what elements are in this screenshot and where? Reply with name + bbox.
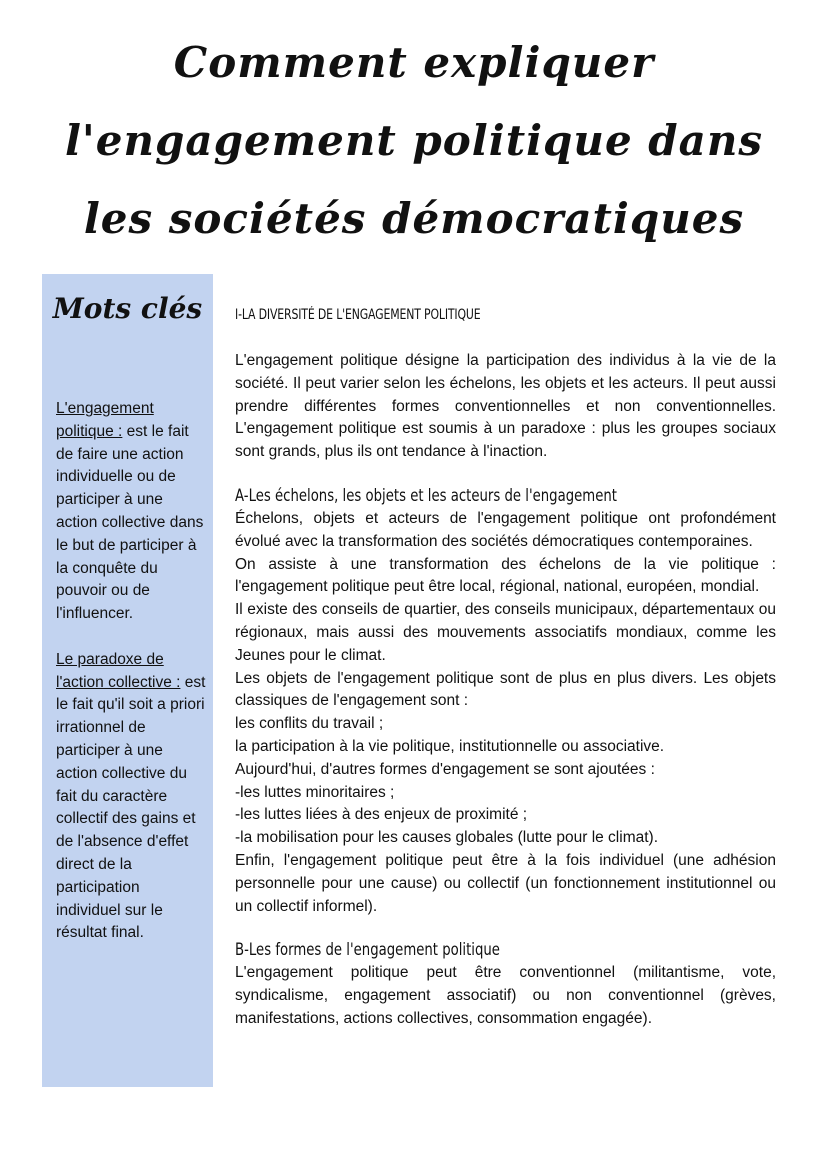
list-item: -les luttes minoritaires ; <box>235 783 395 801</box>
subsection-b-heading: B-Les formes de l'engagement politique <box>235 940 500 961</box>
definition-text: est le fait de faire une action individuelle ou de participer à une action collective dans le but de participer à la conquête du pouvoir ou de l'influencer. <box>56 422 204 623</box>
paragraph: L'engagement politique peut être conventionnel (militantisme, vote, syndicalisme, engagement associatif) ou non conventionnel (grèves, manifestations, actions collectives, consommation engagée). <box>235 964 776 1027</box>
paragraph: Il existe des conseils de quartier, des conseils municipaux, départementaux ou régionaux, mais aussi des mouvements associatifs mondiaux, comme les Jeunes pour le climat. <box>235 601 776 664</box>
definition-paradoxe <box>56 649 206 945</box>
main-content <box>235 304 776 1031</box>
list-item: Aujourd'hui, d'autres formes d'engagement se sont ajoutées : <box>235 760 655 778</box>
keywords-sidebar <box>42 274 213 1087</box>
definitions-list <box>56 398 206 968</box>
page-title <box>0 24 828 258</box>
keywords-heading: Mots clés <box>52 292 203 325</box>
list-item: la participation à la vie politique, institutionnelle ou associative. <box>235 737 665 755</box>
intro-paragraph: L'engagement politique désigne la participation des individus à la vie de la société. Il peut varier selon les échelons, les objets et les acteurs. Il peut aussi prendre différentes formes conventionnelles et non conventionnelles. L'engagement politique est soumis à un paradoxe : plus les groupes sociaux sont grands, plus ils ont tendance à l'inaction. <box>235 352 776 461</box>
title-line-3: les sociétés démocratiques <box>83 194 745 243</box>
definition-engagement <box>56 398 206 626</box>
title-line-1: Comment expliquer <box>173 38 655 87</box>
list-item: -la mobilisation pour les causes globales (lutte pour le climat). <box>235 829 659 847</box>
definition-term: Le paradoxe de l'action collective : <box>56 650 181 691</box>
paragraph: On assiste à une transformation des échelons de la vie politique : l'engagement politique peut être local, régional, national, européen, mondial. <box>235 555 776 596</box>
subsection-a-heading: A-Les échelons, les objets et les acteurs de l'engagement <box>235 485 617 506</box>
paragraph: Échelons, objets et acteurs de l'engagement politique ont profondément évolué avec la transformation des sociétés démocratiques contemporaines. <box>235 509 776 550</box>
title-line-2: l'engagement politique dans <box>64 116 764 165</box>
paragraph: Enfin, l'engagement politique peut être à la fois individuel (une adhésion personnelle pour une cause) ou collectif (un fonctionnement institutionnel ou un collectif informel). <box>235 851 776 915</box>
definition-term: L'engagement politique : <box>56 400 154 440</box>
definition-text: est le fait qu'il soit a priori irrationnel de participer à une action collective du fait du caractère collectif des gains et de l'absence d'effet direct de la participation individuel sur le résultat final. <box>56 673 206 942</box>
list-item: les conflits du travail ; <box>235 715 384 733</box>
list-item: -les luttes liées à des enjeux de proximité ; <box>235 806 528 824</box>
paragraph: Les objets de l'engagement politique sont de plus en plus divers. Les objets classiques de l'engagement sont : <box>235 669 776 710</box>
section-heading: I-LA DIVERSITÉ DE L'ENGAGEMENT POLITIQUE <box>235 307 481 323</box>
